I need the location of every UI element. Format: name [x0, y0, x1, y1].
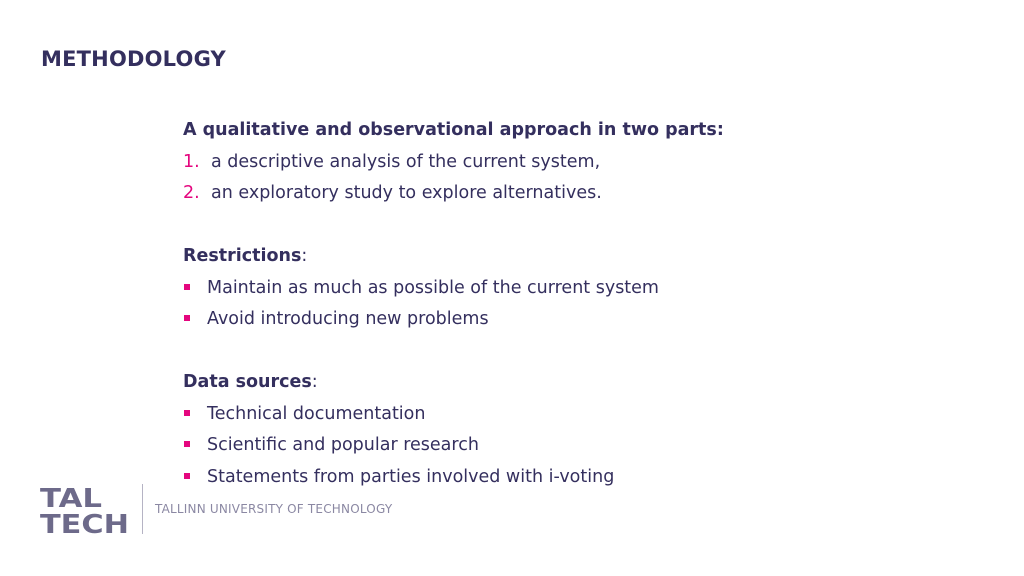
bullet-text: Scientific and popular research [207, 435, 479, 455]
restrictions-heading: Restrictions [183, 246, 302, 266]
logo-line-2: TECH [40, 510, 129, 535]
footer-divider [142, 484, 143, 534]
item-text: an exploratory study to explore alternatives. [211, 183, 602, 203]
square-bullet-icon [183, 440, 207, 450]
logo-line-1: TAL [40, 485, 102, 514]
bullet-item [183, 399, 963, 431]
spacer [183, 210, 963, 242]
square-bullet-icon [183, 472, 207, 482]
bullet-text: Statements from parties involved with i-voting [207, 466, 615, 487]
bullet-text: Maintain as much as possible of the current system [207, 277, 659, 298]
square-bullet-icon [183, 283, 207, 293]
bullet-item [183, 304, 963, 336]
spacer [183, 336, 963, 368]
numbered-item [183, 147, 963, 179]
heading-colon: : [301, 246, 308, 266]
numbered-item [183, 178, 963, 210]
heading-colon: : [311, 372, 318, 392]
item-text: a descriptive analysis of the current system, [211, 151, 601, 172]
taltech-logo [40, 485, 130, 535]
bullet-item [183, 462, 963, 494]
restrictions-heading-line [183, 241, 963, 273]
approach-heading: A qualitative and observational approach in two parts: [183, 120, 724, 140]
data-sources-heading: Data sources [183, 372, 312, 392]
square-bullet-icon [183, 409, 207, 419]
bullet-item [183, 430, 963, 462]
item-number: 1. [183, 151, 200, 172]
slide-title: METHODOLOGY [41, 47, 226, 71]
bullet-text: Avoid introducing new problems [207, 309, 489, 329]
square-bullet-icon [183, 314, 207, 324]
item-number: 2. [183, 183, 200, 203]
data-sources-heading-line [183, 367, 963, 399]
university-name: TALLINN UNIVERSITY OF TECHNOLOGY [155, 502, 393, 516]
slide-content [183, 115, 963, 493]
bullet-item [183, 273, 963, 305]
bullet-text: Technical documentation [207, 403, 426, 424]
